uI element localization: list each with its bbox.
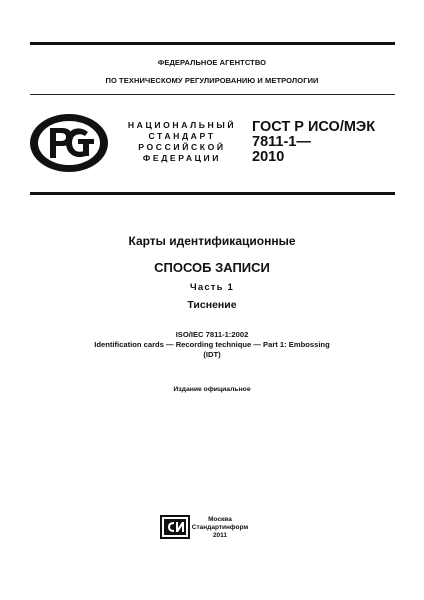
standard-label xyxy=(122,120,242,164)
header-top-rule xyxy=(30,42,395,45)
standard-label-line-1: НАЦИОНАЛЬНЫЙ xyxy=(127,120,237,130)
iso-english-title: Identification cards — Recording technique — Part 1: Embossing xyxy=(94,340,330,349)
official-edition-note: Издание официальное xyxy=(173,386,251,393)
standard-label-line-2: СТАНДАРТ xyxy=(148,131,216,141)
gost-designation-line-1: ГОСТ Р ИСО/МЭК xyxy=(252,119,376,135)
publisher-year: 2011 xyxy=(212,532,228,539)
standard-label-line-4: ФЕДЕРАЦИИ xyxy=(142,153,222,163)
iso-identity-marker: (IDT) xyxy=(203,350,221,359)
standard-block-rule xyxy=(30,192,395,195)
gost-designation xyxy=(252,120,375,165)
publisher-block xyxy=(180,516,260,540)
document-part: Часть 1 xyxy=(189,282,235,293)
agency-line-1: ФЕДЕРАЛЬНОЕ АГЕНТСТВО xyxy=(157,58,267,67)
gost-designation-line-3: 2010 xyxy=(252,149,285,165)
document-subtitle: СПОСОБ ЗАПИСИ xyxy=(154,260,270,275)
publisher-city: Москва xyxy=(208,516,232,523)
iso-reference: ISO/IEC 7811-1:2002 xyxy=(175,330,249,339)
standard-label-line-3: РОССИЙСКОЙ xyxy=(138,142,226,152)
document-part-title: Тиснение xyxy=(187,299,237,311)
document-title: Карты идентификационные xyxy=(128,234,296,248)
gost-designation-line-2: 7811-1— xyxy=(252,134,311,150)
header-bottom-rule xyxy=(30,94,395,95)
agency-line-2: ПО ТЕХНИЧЕСКОМУ РЕГУЛИРОВАНИЮ И МЕТРОЛОГИИ xyxy=(105,76,319,85)
gost-r-mark-logo xyxy=(28,112,110,174)
publisher-name: Стандартинформ xyxy=(191,524,249,531)
